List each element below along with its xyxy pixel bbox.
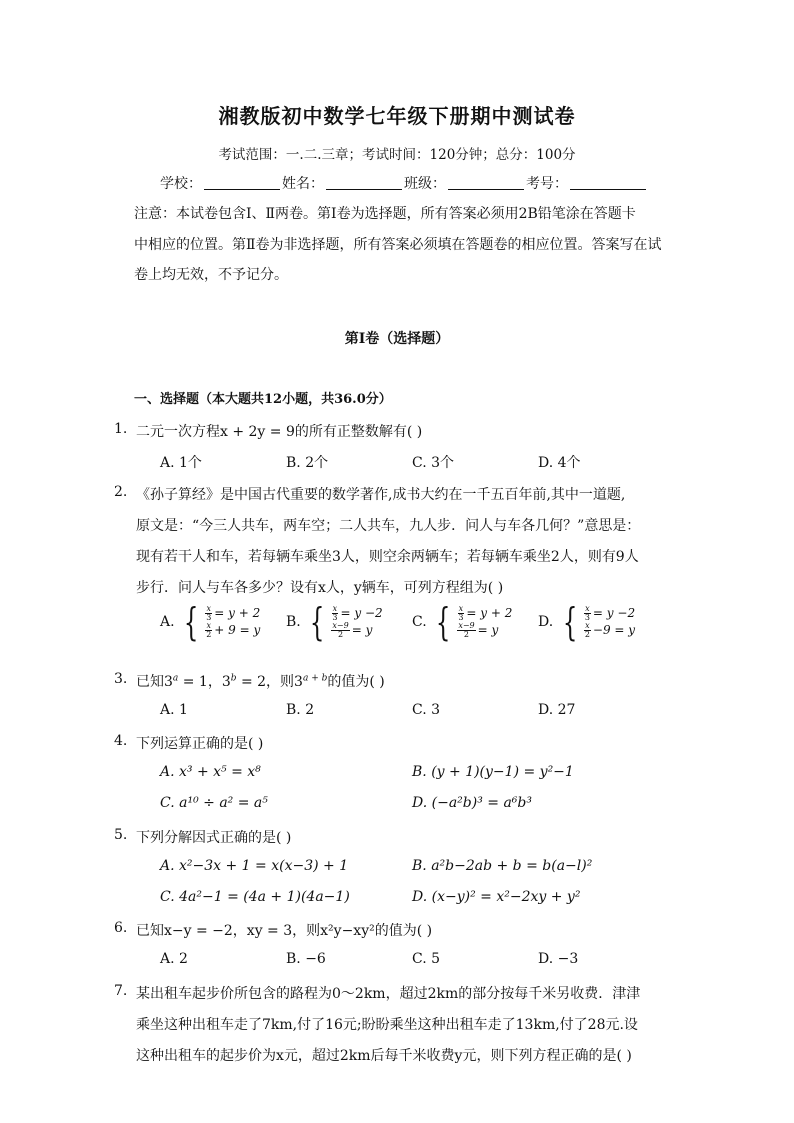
question-6 xyxy=(114,920,433,940)
question-number: 6. xyxy=(114,920,128,936)
q4-option-b[interactable]: B. (y + 1)(y−1) = y²−1 xyxy=(412,764,574,780)
question-7 xyxy=(114,983,641,1003)
q6-option-c[interactable]: C. 5 xyxy=(412,951,441,967)
question-number: 2. xyxy=(114,484,128,500)
question-number: 1. xyxy=(114,421,128,437)
part-title: 一、选择题（本大题共12小题，共36.0分） xyxy=(134,392,392,407)
question-7-line-3: 这种出租车的起步价为x元，超过2km后每千米收费y元，则下列方程正确的是( ) xyxy=(136,1048,632,1064)
q4-option-c[interactable]: C. a¹⁰ ÷ a² = a⁵ xyxy=(160,795,268,811)
q5-option-c[interactable]: C. 4a²−1 = (4a + 1)(4a−1) xyxy=(160,889,350,905)
name-blank[interactable] xyxy=(326,175,402,190)
q3-option-c[interactable]: C. 3 xyxy=(412,702,441,718)
q2-option-c[interactable]: C. { $\frac{x}{3}$ = y + 2 $\frac{x-9}{2}$ = y xyxy=(412,600,513,644)
q5-option-d[interactable]: D. (x−y)² = x²−2xy + y² xyxy=(412,889,581,905)
question-text: 已知x−y = −2，xy = 3，则x²y−xy²的值为( ) xyxy=(136,923,433,939)
notice-line-3: 卷上均无效，不予记分。 xyxy=(134,267,288,283)
question-number: 7. xyxy=(114,983,128,999)
question-number: 4. xyxy=(114,733,128,749)
exam-scope: 考试范围：一.二.三章；考试时间：120分钟；总分：100分 xyxy=(218,147,576,163)
q3-option-a[interactable]: A. 1 xyxy=(160,702,188,718)
notice-line-1: 注意：本试卷包含Ⅰ、Ⅱ两卷。第Ⅰ卷为选择题，所有答案必须用2B铅笔涂在答题卡 xyxy=(134,206,636,222)
id-blank[interactable] xyxy=(570,175,646,190)
q3-option-d[interactable]: D. 27 xyxy=(538,702,576,718)
school-label: 学校： xyxy=(160,176,202,192)
question-1 xyxy=(114,421,423,441)
q6-option-d[interactable]: D. −3 xyxy=(538,951,579,967)
question-text: 下列分解因式正确的是( ) xyxy=(136,830,292,846)
q4-option-a[interactable]: A. x³ + x⁵ = x⁸ xyxy=(160,764,261,780)
question-number: 3. xyxy=(114,671,128,687)
question-2 xyxy=(114,484,626,504)
exam-title: 湘教版初中数学七年级下册期中测试卷 xyxy=(218,104,576,128)
question-text: 二元一次方程x + 2y = 9的所有正整数解有( ) xyxy=(136,424,423,440)
q5-option-b[interactable]: B. a²b−2ab + b = b(a−l)² xyxy=(412,858,593,874)
class-label: 班级： xyxy=(404,176,446,192)
question-5 xyxy=(114,827,292,847)
q2-option-a[interactable]: A. { $\frac{x}{3}$ = y + 2 $\frac{x}{2}$ + 9 = y xyxy=(160,600,261,644)
school-blank[interactable] xyxy=(204,175,280,190)
question-2-line-2: 原文是：“今三人共车，两车空；二人共车，九人步．问人与车各几何？”意思是： xyxy=(136,518,641,534)
question-7-line-2: 乘坐这种出租车走了7km,付了16元;盼盼乘坐这种出租车走了13km,付了28元.设 xyxy=(136,1017,638,1033)
q1-option-b[interactable]: B. 2个 xyxy=(286,455,329,471)
student-info-line xyxy=(160,173,648,193)
q5-option-a[interactable]: A. x²−3x + 1 = x(x−3) + 1 xyxy=(160,858,349,874)
q1-option-c[interactable]: C. 3个 xyxy=(412,455,455,471)
question-number: 5. xyxy=(114,827,128,843)
q6-option-a[interactable]: A. 2 xyxy=(160,951,188,967)
q1-option-d[interactable]: D. 4个 xyxy=(538,455,581,471)
q6-option-b[interactable]: B. −6 xyxy=(286,951,326,967)
question-text-line: 某出租车起步价所包含的路程为0～2km，超过2km的部分按每千米另收费．津津 xyxy=(136,986,641,1002)
class-blank[interactable] xyxy=(448,175,524,190)
id-label: 考号： xyxy=(526,176,568,192)
question-4 xyxy=(114,733,264,753)
question-2-line-4: 步行．问人与车各多少？设有x人，y辆车，可列方程组为( ) xyxy=(136,580,504,596)
question-text-line: 《孙子算经》是中国古代重要的数学著作,成书大约在一千五百年前,其中一道题, xyxy=(136,487,626,503)
q2-option-b[interactable]: B. { $\frac{x}{3}$ = y −2 $\frac{x-9}{2}$ = y xyxy=(286,600,383,644)
q1-option-a[interactable]: A. 1个 xyxy=(160,455,202,471)
question-2-line-3: 现有若干人和车，若每辆车乘坐3人，则空余两辆车；若每辆车乘坐2人，则有9人 xyxy=(136,549,639,565)
section-title: 第Ⅰ卷（选择题） xyxy=(344,331,450,347)
q3-option-b[interactable]: B. 2 xyxy=(286,702,315,718)
q4-option-d[interactable]: D. (−a²b)³ = a⁶b³ xyxy=(412,795,532,811)
question-text: 下列运算正确的是( ) xyxy=(136,736,264,752)
q2-option-d[interactable]: D. { $\frac{x}{3}$ = y −2 $\frac{x}{2}$ −9 = y xyxy=(538,600,636,644)
notice-line-2: 中相应的位置。第Ⅱ卷为非选择题，所有答案必须填在答题卷的相应位置。答案写在试 xyxy=(134,237,662,253)
name-label: 姓名： xyxy=(282,176,324,192)
question-3: 3. 已知$3^a = 1$，$3^b = 2$，则$3^{a + b}$的值为( ) xyxy=(114,671,385,690)
